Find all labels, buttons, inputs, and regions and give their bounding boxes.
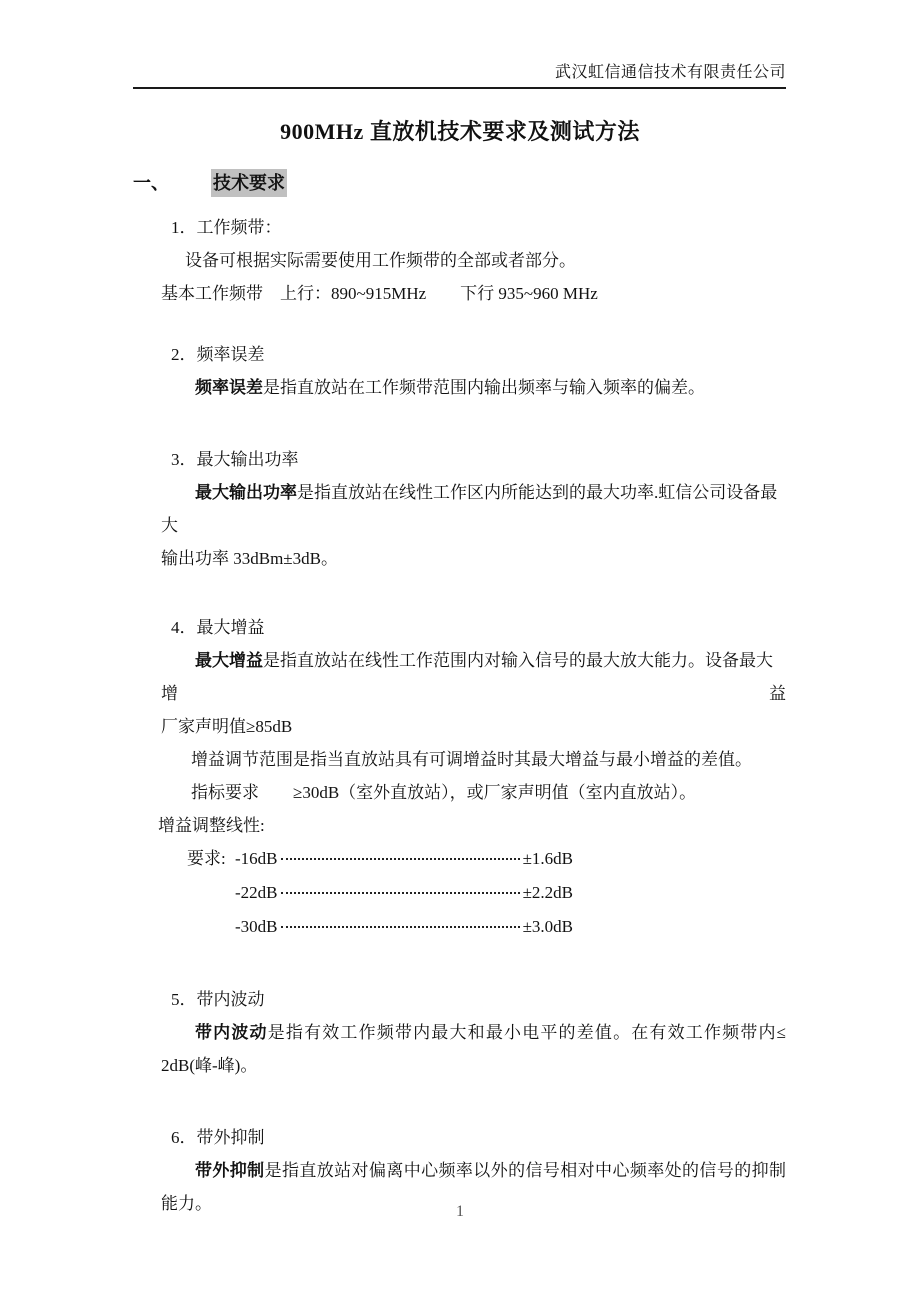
item-4-definition-text: 是指直放站在线性工作范围内对输入信号的最大放大能力。设备最大增益 bbox=[161, 651, 786, 703]
item-6-heading: 6．带外抑制 bbox=[171, 1128, 265, 1147]
item-1-description: 设备可根据实际需要使用工作频带的全部或者部分。 bbox=[185, 251, 576, 270]
section-label-highlighted: 技术要求 bbox=[211, 169, 287, 197]
item-5-inband-ripple bbox=[133, 983, 786, 1082]
item-3-definition-line2: 输出功率 33dBm±3dB。 bbox=[161, 549, 338, 568]
item-6-definition-text: 是指直放站对偏离中心频率以外的信号相对中心频率处的信号的抑制 bbox=[264, 1161, 787, 1180]
item-4-definition-line2: 厂家声明值≥85dB bbox=[161, 717, 293, 736]
item-2-frequency-error bbox=[133, 338, 786, 404]
item-2-definition bbox=[161, 371, 786, 404]
gain-tolerance-value: ±2.2dB bbox=[522, 883, 573, 902]
item-5-definition-line2: 2dB(峰-峰)。 bbox=[161, 1056, 258, 1075]
item-1-working-band bbox=[133, 211, 786, 310]
gain-level-value: -22dB bbox=[235, 883, 278, 902]
page-number: 1 bbox=[456, 1203, 464, 1220]
section-heading-technical-requirements bbox=[133, 169, 786, 197]
gain-level-value: -30dB bbox=[235, 917, 278, 936]
item-2-heading: 2．频率误差 bbox=[171, 345, 265, 364]
item-4-gain-range-note: 增益调节范围是指当直放站具有可调增益时其最大增益与最小增益的差值。 bbox=[191, 750, 752, 769]
gain-linearity-row-1 bbox=[187, 842, 573, 876]
item-6-definition-line1 bbox=[161, 1154, 786, 1187]
item-3-term: 最大输出功率 bbox=[195, 483, 297, 502]
item-4-requirement-note: 指标要求 ≥30dB（室外直放站），或厂家声明值（室内直放站）。 bbox=[191, 783, 697, 802]
item-1-heading: 1．工作频带： bbox=[171, 218, 282, 237]
item-5-heading: 5．带内波动 bbox=[171, 990, 265, 1009]
item-3-heading: 3．最大输出功率 bbox=[171, 450, 299, 469]
item-5-term: 带内波动 bbox=[195, 1023, 268, 1042]
item-4-max-gain bbox=[133, 611, 786, 944]
item-2-definition-text: 是指直放站在工作频带范围内输出频率与输入频率的偏差。 bbox=[263, 378, 705, 397]
gain-tolerance-value: ±1.6dB bbox=[522, 849, 573, 868]
item-2-term: 频率误差 bbox=[195, 378, 263, 397]
item-1-band-values: 基本工作频带 上行：890~915MHz 下行 935~960 MHz bbox=[161, 284, 598, 303]
item-4-term: 最大增益 bbox=[195, 651, 263, 670]
item-6-definition-line2: 能力。 bbox=[161, 1194, 212, 1213]
section-numeral: 一、 bbox=[133, 173, 169, 193]
gain-level-value: -16dB bbox=[235, 849, 278, 868]
item-3-definition-line1 bbox=[161, 476, 786, 542]
item-5-definition-line1 bbox=[161, 1016, 786, 1049]
item-4-heading: 4．最大增益 bbox=[171, 618, 265, 637]
dotted-leader bbox=[281, 877, 520, 894]
gain-tolerance-value: ±3.0dB bbox=[522, 917, 573, 936]
item-5-definition-text: 是指有效工作频带内最大和最小电平的差值。在有效工作频带内≤ bbox=[267, 1023, 786, 1042]
gain-linearity-row-3 bbox=[187, 910, 573, 944]
item-3-max-output-power bbox=[133, 443, 786, 575]
item-6-term: 带外抑制 bbox=[195, 1161, 265, 1180]
page-header bbox=[133, 0, 786, 89]
item-3-definition-text: 是指直放站在线性工作区内所能达到的最大功率.虹信公司设备最大 bbox=[161, 483, 778, 535]
gain-linearity-rows-prefix: 要求: bbox=[187, 849, 226, 868]
header-company-name: 武汉虹信通信技术有限责任公司 bbox=[554, 64, 786, 81]
item-4-linearity-label: 增益调整线性: bbox=[158, 816, 265, 835]
document-title: 900MHz 直放机技术要求及测试方法 bbox=[280, 119, 640, 144]
dotted-leader bbox=[281, 911, 520, 928]
gain-linearity-row-2 bbox=[187, 876, 573, 910]
document-body bbox=[133, 211, 786, 1220]
dotted-leader bbox=[281, 843, 520, 860]
item-4-definition-line1 bbox=[161, 644, 786, 710]
